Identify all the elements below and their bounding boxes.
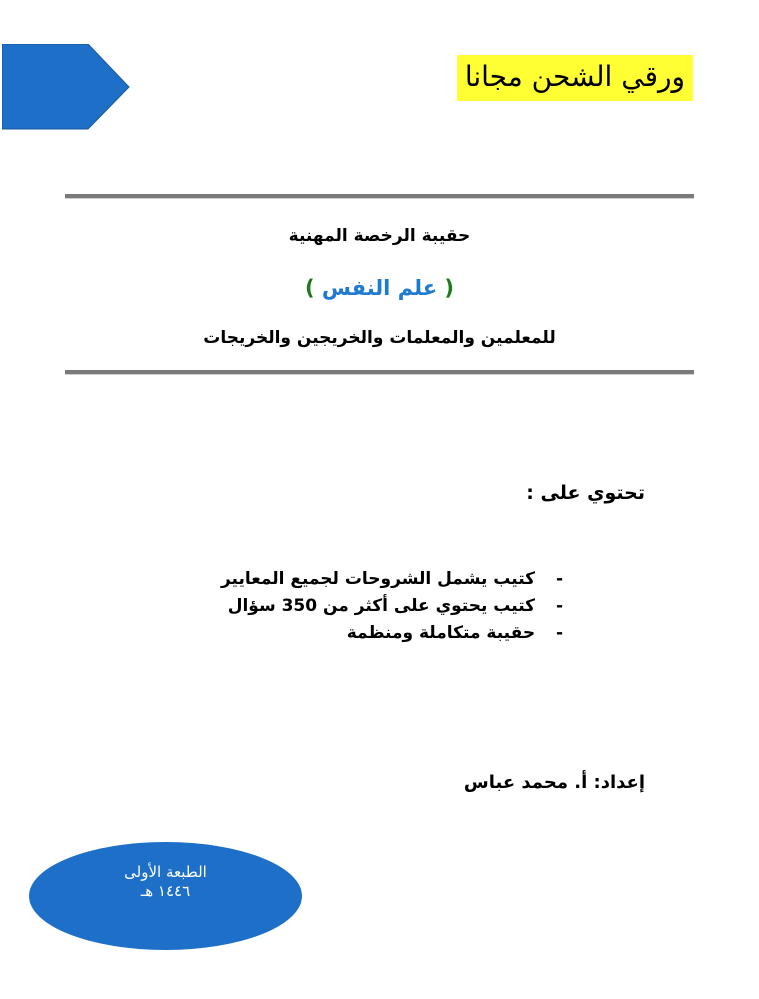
free-shipping-banner: ورقي الشحن مجانا	[457, 55, 693, 101]
author-credit: إعداد: أ. محمد عباس	[463, 772, 645, 793]
top-divider	[65, 194, 694, 198]
list-item-text: كتيب يحتوي على أكثر من 350 سؤال	[227, 596, 536, 616]
arrow-icon	[2, 44, 130, 130]
list-item	[221, 593, 563, 620]
list-item-text: كتيب يشمل الشروحات لجميع المعايير	[220, 569, 536, 589]
edition-badge	[29, 842, 302, 950]
bottom-divider	[65, 370, 694, 374]
list-bullet: -	[555, 569, 563, 589]
list-item	[221, 566, 563, 593]
list-bullet: -	[555, 623, 563, 643]
contents-list	[221, 566, 563, 647]
list-item	[221, 620, 563, 647]
audience-line: للمعلمين والمعلمات والخريجين والخريجات	[203, 328, 556, 348]
edition-year: ١٤٤٦ هـ	[140, 882, 191, 900]
list-bullet: -	[555, 596, 563, 616]
subject-name: علم النفس	[321, 276, 438, 300]
subject-paren-open: (	[444, 276, 454, 300]
list-item-text: حقيبة متكاملة ومنظمة	[346, 623, 536, 643]
subject-title	[65, 276, 694, 300]
bag-title: حقيبة الرخصة المهنية	[288, 226, 471, 246]
contents-heading: تحتوي على :	[526, 482, 645, 504]
edition-label: الطبعة الأولى	[124, 863, 207, 881]
subject-paren-close: )	[305, 276, 315, 300]
